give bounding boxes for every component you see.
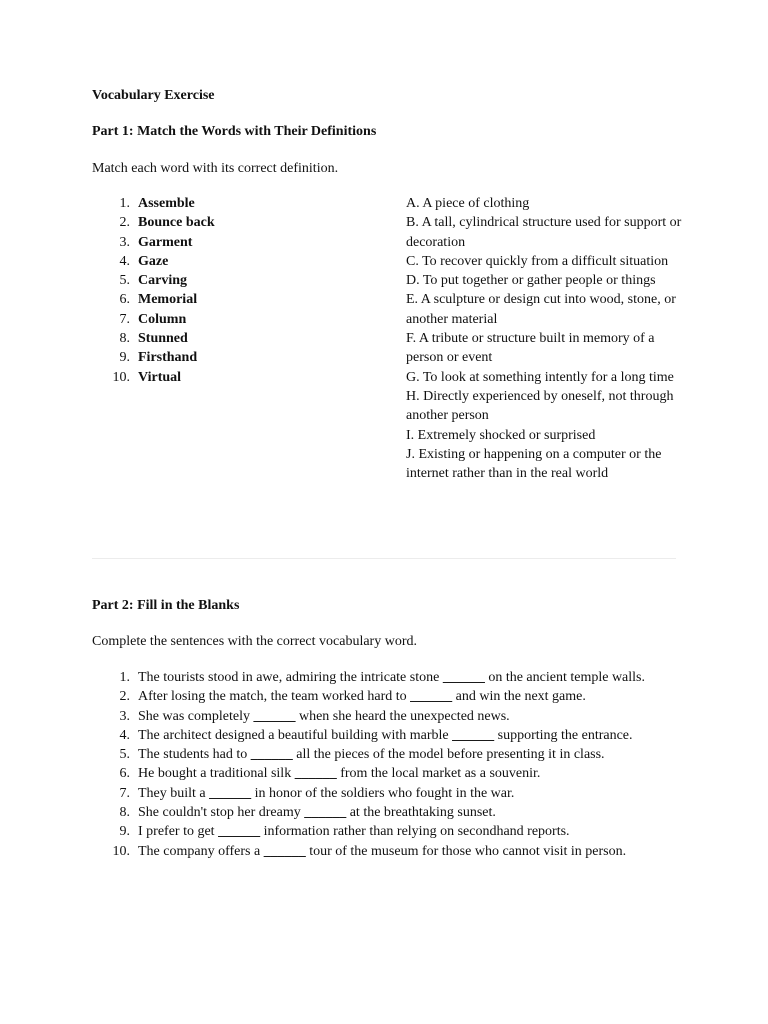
sentence-text-before: They built a [138,785,210,801]
definition-item: E. A sculpture or design cut into wood, stone, or another material [406,292,676,327]
sentence-item [92,842,676,861]
item-number: 4. [119,727,130,743]
item-number: 5. [119,273,130,289]
definition-item: C. To recover quickly from a difficult situation [406,253,669,269]
definition-item: I. Extremely shocked or surprised [406,427,596,443]
item-number: 2. [119,215,130,231]
sentence-item [92,668,676,687]
word-item [92,348,392,367]
item-number: 7. [119,785,130,801]
vocab-word: Stunned [138,331,188,347]
word-item [92,368,392,387]
sentence-item [92,784,676,803]
sentence-text-after: from the local market as a souvenir. [336,766,541,782]
part1-heading: Part 1: Match the Words with Their Definitions [92,124,377,139]
definition-item: F. A tribute or structure built in memory of a person or event [406,331,655,366]
sentence-text-before: The company offers a [138,843,264,859]
definition-list [406,194,682,483]
word-item [92,213,392,232]
definition-item: J. Existing or happening on a computer or the internet rather than in the real world [406,446,662,482]
sentence-text-after: all the pieces of the model before presenting it in class. [292,747,605,763]
item-number: 10. [112,843,130,859]
blank: ______ [304,805,347,821]
blank: ______ [452,727,495,743]
definition-item: A. A piece of clothing [406,196,530,211]
vocab-word: Memorial [138,292,198,308]
sentence-text-before: The students had to [138,747,251,763]
sentence-text-after: supporting the entrance. [494,727,633,743]
document-title: Vocabulary Exercise [92,88,215,103]
part2-heading: Part 2: Fill in the Blanks [92,598,240,613]
vocab-word: Assemble [138,196,195,211]
sentence-item [92,803,676,822]
vocab-word: Virtual [138,369,182,385]
item-number: 8. [119,805,130,821]
blank: ______ [218,824,261,840]
vocab-word: Garment [138,234,193,250]
section-divider [92,558,676,559]
sentence-text-after: at the breathtaking sunset. [346,805,496,821]
sentence-item [92,745,676,764]
sentence-text-after: and win the next game. [452,689,586,705]
vocab-word: Bounce back [138,215,215,231]
item-number: 6. [119,766,130,782]
blank: ______ [294,766,337,782]
sentence-text-before: She was completely [138,708,254,724]
item-number: 9. [119,350,130,366]
blank: ______ [209,785,252,801]
definition-item: B. A tall, cylindrical structure used for support or decoration [406,215,682,250]
definition-item: H. Directly experienced by oneself, not through another person [406,388,674,424]
sentence-list [92,668,676,861]
sentence-text-before: The architect designed a beautiful building with marble [138,727,453,743]
part1-instruction: Match each word with its correct definition. [92,161,339,176]
word-item [92,233,392,252]
blank: ______ [263,843,306,859]
item-number: 10. [112,369,130,385]
item-number: 8. [119,331,130,347]
word-item [92,290,392,309]
sentence-text-after: on the ancient temple walls. [484,670,646,685]
item-number: 1. [119,670,130,685]
word-item [92,194,392,213]
sentence-text-after: information rather than relying on secondhand reports. [260,824,570,840]
blank: ______ [253,708,296,724]
item-number: 4. [119,253,130,269]
sentence-text-before: She couldn't stop her dreamy [138,805,305,821]
word-item [92,252,392,271]
sentence-text-before: I prefer to get [138,824,219,840]
sentence-item [92,822,676,841]
word-item [92,329,392,348]
sentence-item [92,707,676,726]
sentence-item [92,687,676,706]
item-number: 2. [119,689,130,705]
blank: ______ [410,689,453,705]
blank: ______ [250,747,293,763]
blank: ______ [442,670,485,685]
item-number: 3. [119,234,130,250]
sentence-text-before: He bought a traditional silk [138,766,295,782]
sentence-text-after: when she heard the unexpected news. [295,708,510,724]
vocab-word: Firsthand [138,350,198,366]
word-item [92,310,392,329]
sentence-text-before: After losing the match, the team worked hard to [138,689,411,705]
item-number: 1. [119,196,130,211]
sentence-text-after: in honor of the soldiers who fought in the war. [251,785,515,801]
item-number: 9. [119,824,130,840]
vocab-word: Column [138,311,187,327]
definition-item: D. To put together or gather people or things [406,273,656,289]
item-number: 7. [119,311,130,327]
sentence-text-after: tour of the museum for those who cannot visit in person. [305,843,627,859]
sentence-item [92,764,676,783]
item-number: 6. [119,292,130,308]
definition-item: G. To look at something intently for a long time [406,369,674,385]
vocab-word: Carving [138,273,187,289]
sentence-item [92,726,676,745]
item-number: 3. [119,708,130,724]
part2-instruction: Complete the sentences with the correct vocabulary word. [92,634,417,649]
word-list [92,194,392,387]
item-number: 5. [119,747,130,763]
sentence-text-before: The tourists stood in awe, admiring the intricate stone [138,670,443,685]
vocab-word: Gaze [138,253,169,269]
word-item [92,271,392,290]
